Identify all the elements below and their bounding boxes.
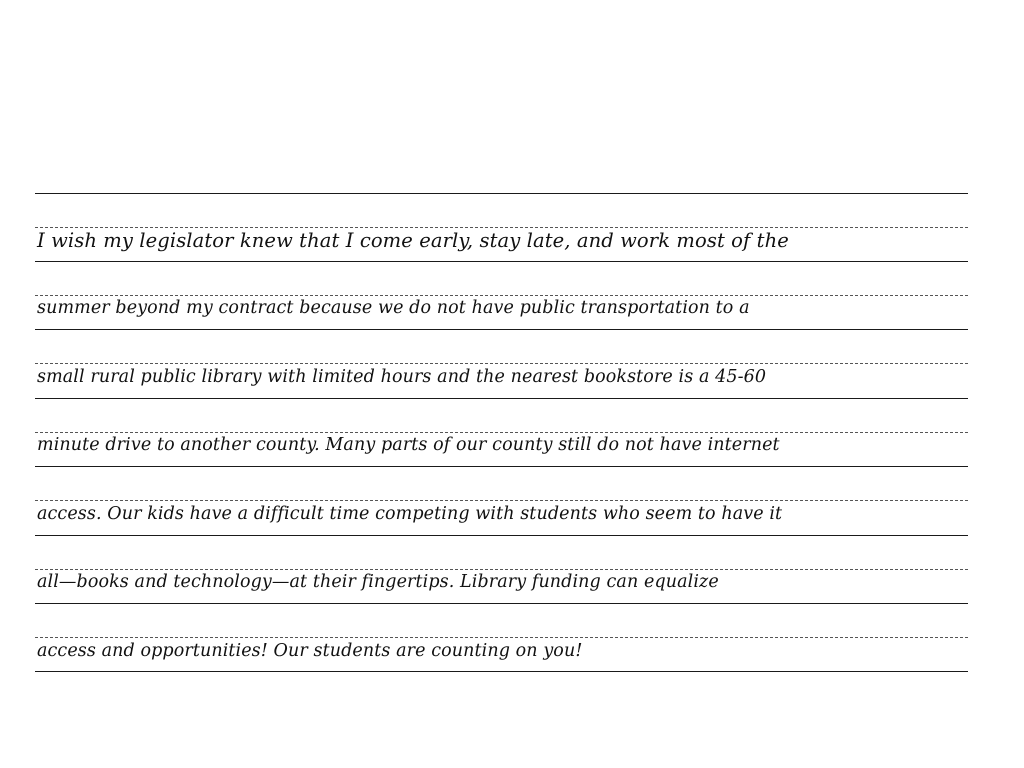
writing-line-baseline — [35, 535, 968, 536]
writing-line-midline — [35, 637, 968, 638]
writing-line-baseline — [35, 603, 968, 604]
handwritten-line-3: small rural public library with limited hours and the nearest bookstore is a 45-60 — [37, 367, 767, 387]
writing-line-midline — [35, 363, 968, 364]
writing-line-top — [35, 193, 968, 194]
handwritten-line-6: all—books and technology—at their fingertips. Library funding can equalize — [37, 572, 719, 592]
handwritten-line-4: minute drive to another county. Many parts of our county still do not have internet — [37, 435, 780, 455]
writing-line-baseline — [35, 329, 968, 330]
writing-line-baseline — [35, 466, 968, 467]
writing-line-midline — [35, 500, 968, 501]
writing-line-midline — [35, 432, 968, 433]
writing-line-baseline — [35, 671, 968, 672]
writing-line-midline — [35, 569, 968, 570]
handwritten-line-5: access. Our kids have a difficult time competing with students who seem to have it — [37, 504, 783, 524]
writing-line-midline — [35, 227, 968, 228]
writing-line-baseline — [35, 398, 968, 399]
writing-line-baseline — [35, 261, 968, 262]
handwritten-line-7: access and opportunities! Our students are counting on you! — [37, 641, 583, 661]
writing-line-midline — [35, 295, 968, 296]
handwritten-line-2: summer beyond my contract because we do not have public transportation to a — [37, 298, 750, 318]
handwritten-line-1: I wish my legislator knew that I come early, stay late, and work most of the — [37, 229, 789, 252]
